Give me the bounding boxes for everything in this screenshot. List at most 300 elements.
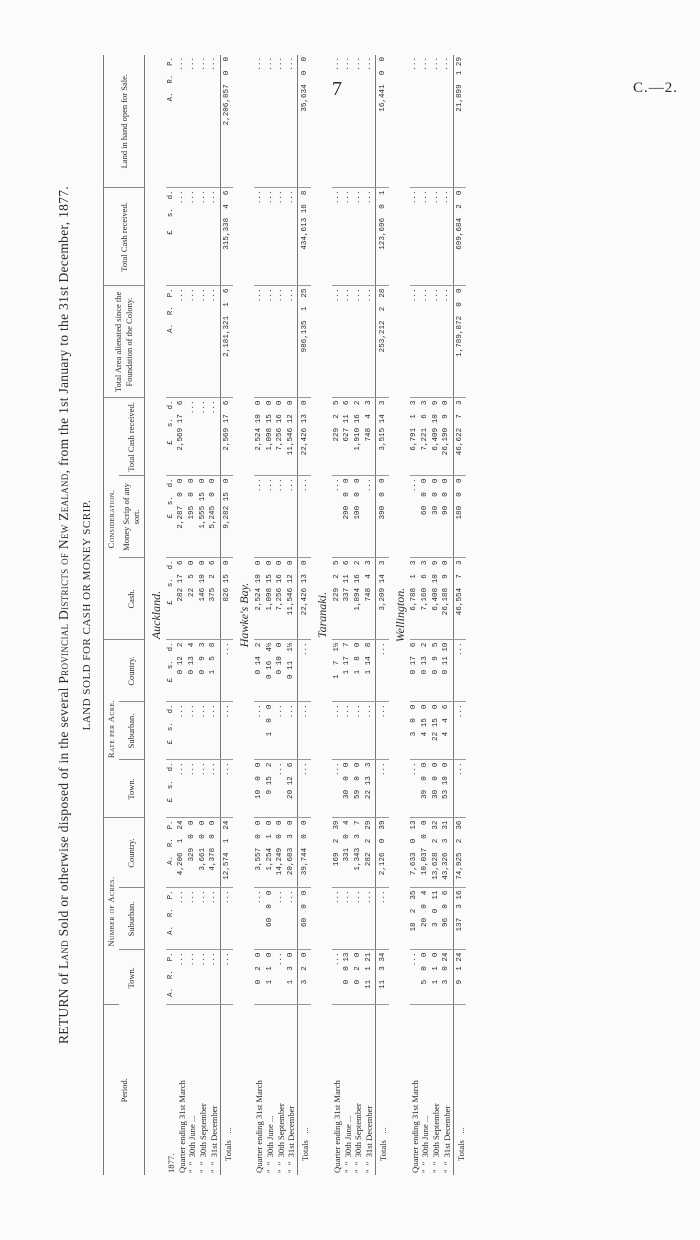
value-cell: ... <box>410 188 421 286</box>
value-cell: ... <box>276 702 287 760</box>
value-cell: 6,788 1 3 <box>410 558 421 640</box>
value-cell: 0 11 1½ <box>286 640 297 702</box>
value-cell: ... <box>375 640 388 702</box>
header-money-scrip: Money Scrip of any sort. <box>119 476 145 558</box>
table-row <box>276 55 287 1175</box>
value-cell: 96 0 6 <box>442 888 453 950</box>
period-cell: Totals ... <box>375 1005 388 1175</box>
value-cell: ... <box>453 760 466 818</box>
value-cell: 2,206,857 0 0 <box>220 55 233 188</box>
value-cell: A. R. P. <box>166 818 177 888</box>
value-cell: ... <box>177 286 188 398</box>
value-cell: 22 13 3 <box>364 760 375 818</box>
value-cell: 6,408 10 9 <box>431 558 442 640</box>
value-cell: ... <box>286 476 297 558</box>
value-cell: 10,037 0 0 <box>420 818 431 888</box>
value-cell: 253,212 2 28 <box>375 286 388 398</box>
value-cell: 748 4 3 <box>364 558 375 640</box>
period-cell: Quarter ending 31st March <box>176 1080 187 1173</box>
value-cell: A. R. P. <box>166 286 177 398</box>
value-cell: 375 2 6 <box>209 558 220 640</box>
value-cell: ... <box>209 398 220 476</box>
value-cell: ... <box>353 188 364 286</box>
value-cell: A. R. P. <box>166 950 177 1005</box>
value-cell: 2,524 10 0 <box>254 558 265 640</box>
value-cell: ... <box>276 476 287 558</box>
header-number-of-acres: Number of Acres. <box>104 818 119 1005</box>
value-cell: ... <box>364 476 375 558</box>
value-cell: £ s. d. <box>166 702 177 760</box>
value-cell: 0 12 2 <box>177 640 188 702</box>
value-cell: ... <box>431 55 442 188</box>
table-row <box>265 55 276 1175</box>
value-cell: 43,326 3 31 <box>442 818 453 888</box>
value-cell: 329 0 0 <box>187 818 198 888</box>
district-name: Hawke's Bay. <box>237 582 252 648</box>
value-cell: ... <box>298 640 311 702</box>
value-cell: 1,098 15 0 <box>265 398 276 476</box>
value-cell: ... <box>332 476 343 558</box>
value-cell: ... <box>209 702 220 760</box>
value-cell: ... <box>276 286 287 398</box>
period-cell: " " 31st December <box>441 1105 452 1173</box>
period-cell: " " 31st December <box>208 1105 219 1173</box>
value-cell: ... <box>375 702 388 760</box>
value-cell: 0 13 2 <box>420 640 431 702</box>
value-cell: ... <box>410 950 421 1005</box>
value-cell: ... <box>353 55 364 188</box>
document-reference: C.—2. <box>632 80 678 96</box>
value-cell: 4,206 1 24 <box>177 818 188 888</box>
value-cell: 3,209 14 3 <box>375 558 388 640</box>
value-cell: ... <box>276 55 287 188</box>
value-cell: 39 0 0 <box>420 760 431 818</box>
value-cell: 0 10 0 <box>276 640 287 702</box>
value-cell: 11 1 21 <box>364 950 375 1005</box>
value-cell: 3,557 0 0 <box>254 818 265 888</box>
period-cell: Totals ... <box>453 1005 466 1175</box>
value-cell: ... <box>375 888 388 950</box>
value-cell: 826 15 0 <box>220 558 233 640</box>
district-name: Taranaki. <box>314 592 329 638</box>
value-cell: ... <box>298 702 311 760</box>
value-cell: ... <box>198 286 209 398</box>
value-cell: 1,254 1 0 <box>265 818 276 888</box>
value-cell: ... <box>420 188 431 286</box>
value-cell: ... <box>276 950 287 1005</box>
header-acres-suburban: Suburban. <box>119 888 145 950</box>
value-cell: 14,249 0 0 <box>276 818 287 888</box>
value-cell: ... <box>343 188 354 286</box>
value-cell: ... <box>265 286 276 398</box>
district-section <box>393 55 467 1175</box>
value-cell: 627 11 6 <box>343 398 354 476</box>
value-cell: ... <box>254 286 265 398</box>
value-cell: ... <box>343 286 354 398</box>
value-cell: 0 0 13 <box>343 950 354 1005</box>
value-cell: ... <box>220 702 233 760</box>
value-cell: 9 15 2 <box>265 760 276 818</box>
value-cell: 2,287 0 0 <box>177 476 188 558</box>
header-period: Period. <box>118 1078 129 1103</box>
value-cell: 4,378 0 0 <box>209 818 220 888</box>
header-rate-country: Country. <box>119 640 145 702</box>
value-cell: 146 10 0 <box>198 558 209 640</box>
value-cell: ... <box>187 55 198 188</box>
value-cell: ... <box>420 286 431 398</box>
value-cell: ... <box>254 188 265 286</box>
value-cell: 60 0 0 <box>298 888 311 950</box>
value-cell: 2,524 10 0 <box>254 398 265 476</box>
value-cell: ... <box>187 286 198 398</box>
table-row <box>343 55 354 1175</box>
value-cell: ... <box>442 188 453 286</box>
district-table <box>254 55 311 1175</box>
value-cell: 229 2 5 <box>332 398 343 476</box>
totals-row <box>220 55 233 1175</box>
value-cell: 1 7 1½ <box>332 640 343 702</box>
period-cell: " " 30th September <box>198 1103 209 1173</box>
value-cell: 26,188 9 0 <box>442 558 453 640</box>
value-cell: 2,181,321 1 6 <box>220 286 233 398</box>
value-cell: ... <box>286 888 297 950</box>
header-consideration: Consideration. <box>104 398 119 640</box>
period-cell: Quarter ending 31st March <box>409 1080 420 1173</box>
value-cell: ... <box>375 760 388 818</box>
value-cell: ... <box>177 950 188 1005</box>
value-cell: ... <box>198 760 209 818</box>
value-cell: ... <box>220 888 233 950</box>
district-table <box>332 55 389 1175</box>
value-cell: ... <box>332 702 343 760</box>
period-cell: " " 30th June ... <box>265 1115 276 1173</box>
value-cell: 0 13 4 <box>187 640 198 702</box>
value-cell: £ s. d. <box>166 188 177 286</box>
value-cell: ... <box>332 188 343 286</box>
value-cell: 18 2 35 <box>410 888 421 950</box>
value-cell: ... <box>198 950 209 1005</box>
table-row <box>332 55 343 1175</box>
value-cell: ... <box>209 888 220 950</box>
value-cell: 3 0 0 <box>410 702 421 760</box>
value-cell: ... <box>286 702 297 760</box>
value-cell: ... <box>442 286 453 398</box>
header-total-cash: Total Cash received. <box>104 188 145 286</box>
value-cell: ... <box>332 950 343 1005</box>
value-cell: 123,696 0 1 <box>375 188 388 286</box>
header-acres-town: Town. <box>125 967 136 989</box>
value-cell: ... <box>198 398 209 476</box>
value-cell: 0 2 0 <box>254 950 265 1005</box>
value-cell: ... <box>298 476 311 558</box>
value-cell: ... <box>332 760 343 818</box>
value-cell: ... <box>177 55 188 188</box>
value-cell: ... <box>353 286 364 398</box>
value-cell: ... <box>254 888 265 950</box>
period-cell: " " 30th September <box>275 1103 286 1173</box>
value-cell: 4 15 0 <box>420 702 431 760</box>
period-cell: Totals ... <box>298 1005 311 1175</box>
value-cell: 1,910 16 2 <box>353 398 364 476</box>
district-table <box>166 55 233 1175</box>
value-cell: 5 0 0 <box>420 950 431 1005</box>
value-cell: 748 4 3 <box>364 398 375 476</box>
value-cell: 337 11 6 <box>343 558 354 640</box>
period-cell: " " 31st December <box>364 1105 375 1173</box>
value-cell: ... <box>453 640 466 702</box>
value-cell: 7,160 6 3 <box>420 558 431 640</box>
value-cell: 100 0 0 <box>353 476 364 558</box>
value-cell: 20 12 6 <box>286 760 297 818</box>
value-cell: 180 0 0 <box>453 476 466 558</box>
period-cell: " " 31st December <box>286 1105 297 1173</box>
value-cell: A. R. P. <box>166 888 177 950</box>
value-cell: 7,633 0 13 <box>410 818 421 888</box>
page-number: 7 <box>332 78 342 100</box>
value-cell: 282 2 29 <box>364 818 375 888</box>
value-cell: ... <box>332 286 343 398</box>
value-cell: ... <box>431 286 442 398</box>
value-cell: 3,515 14 3 <box>375 398 388 476</box>
value-cell: 7,256 16 0 <box>276 398 287 476</box>
value-cell: 282 17 6 <box>177 558 188 640</box>
value-cell: 90 0 0 <box>442 476 453 558</box>
value-cell: 21,899 1 29 <box>453 55 466 188</box>
period-cell: " " 30th September <box>353 1103 364 1173</box>
value-cell: 2,569 17 6 <box>220 398 233 476</box>
value-cell: 39,744 0 0 <box>298 818 311 888</box>
value-cell: 60 0 0 <box>265 888 276 950</box>
value-cell: 1 1 0 <box>431 950 442 1005</box>
value-cell: 26,190 9 0 <box>442 398 453 476</box>
value-cell: ... <box>177 888 188 950</box>
value-cell: ... <box>198 55 209 188</box>
value-cell: 11,546 12 0 <box>286 558 297 640</box>
value-cell: 0 2 0 <box>353 950 364 1005</box>
return-title: RETURN of Land Sold or otherwise disposed of in the several Provincial Districts of New Zealand, from the 1st January to the 31st December, 1877. <box>56 186 71 1044</box>
value-cell: ... <box>254 476 265 558</box>
table-row <box>410 55 421 1175</box>
table-row <box>198 55 209 1175</box>
value-cell: 53 10 0 <box>442 760 453 818</box>
value-cell: ... <box>286 55 297 188</box>
period-cell: " " 30th June ... <box>420 1115 431 1173</box>
value-cell: 22,426 13 0 <box>298 558 311 640</box>
header-total-cash-received: Total Cash received. <box>119 398 145 476</box>
value-cell: ... <box>254 702 265 760</box>
header-land-open: Land in hand open for Sale. <box>104 55 145 188</box>
value-cell: 7,256 16 0 <box>276 558 287 640</box>
totals-row <box>375 55 388 1175</box>
value-cell: 35,634 0 0 <box>298 55 311 188</box>
value-cell: ... <box>187 760 198 818</box>
value-cell: £ s. d. <box>166 558 177 640</box>
value-cell: 3,661 0 0 <box>198 818 209 888</box>
value-cell: ... <box>187 888 198 950</box>
value-cell: ... <box>364 55 375 188</box>
value-cell: ... <box>286 188 297 286</box>
value-cell: 9,282 15 0 <box>220 476 233 558</box>
value-cell: 11,546 12 0 <box>286 398 297 476</box>
value-cell: 137 3 16 <box>453 888 466 950</box>
value-cell: 986,135 1 25 <box>298 286 311 398</box>
table-row <box>254 55 265 1175</box>
header-rate-per-acre: Rate per Acre. <box>104 640 119 818</box>
period-cell: " " 30th September <box>431 1103 442 1173</box>
value-cell: 0 17 6 <box>410 640 421 702</box>
header-cash: Cash. <box>119 558 145 640</box>
value-cell: 390 0 0 <box>375 476 388 558</box>
rotated-return-table <box>50 55 650 1175</box>
value-cell: ... <box>187 950 198 1005</box>
header-rate-town: Town. <box>119 760 145 818</box>
value-cell: 229 2 5 <box>332 558 343 640</box>
value-cell: ... <box>177 760 188 818</box>
value-cell: A. R. P. <box>166 55 177 188</box>
value-cell: 9 1 24 <box>453 950 466 1005</box>
value-cell: ... <box>431 188 442 286</box>
value-cell: ... <box>276 760 287 818</box>
value-cell: ... <box>410 476 421 558</box>
value-cell: 3 0 11 <box>431 888 442 950</box>
value-cell: 1 14 8 <box>364 640 375 702</box>
value-cell: ... <box>298 760 311 818</box>
table-row <box>420 55 431 1175</box>
value-cell: 2,569 17 6 <box>177 398 188 476</box>
district-table <box>410 55 467 1175</box>
value-cell: ... <box>286 286 297 398</box>
value-cell: ... <box>265 188 276 286</box>
value-cell: ... <box>276 188 287 286</box>
value-cell: 2,126 0 39 <box>375 818 388 888</box>
value-cell: 331 0 4 <box>343 818 354 888</box>
value-cell: ... <box>198 702 209 760</box>
table-row <box>431 55 442 1175</box>
value-cell: 1 5 8 <box>209 640 220 702</box>
column-headers <box>103 55 145 1175</box>
value-cell: ... <box>343 702 354 760</box>
value-cell: 1,555 15 0 <box>198 476 209 558</box>
value-cell: ... <box>187 702 198 760</box>
district-section <box>149 55 233 1175</box>
value-cell: 0 11 10 <box>442 640 453 702</box>
value-cell: £ s. d. <box>166 640 177 702</box>
value-cell: 4 4 6 <box>442 702 453 760</box>
value-cell: 699,684 2 0 <box>453 188 466 286</box>
value-cell: 16,441 0 0 <box>375 55 388 188</box>
value-cell: ... <box>453 702 466 760</box>
value-cell: ... <box>332 55 343 188</box>
value-cell: ... <box>209 286 220 398</box>
value-cell: 169 2 39 <box>332 818 343 888</box>
value-cell: 1,343 3 7 <box>353 818 364 888</box>
value-cell: ... <box>332 888 343 950</box>
value-cell: 1,789,872 0 0 <box>453 286 466 398</box>
value-cell: 22,426 13 0 <box>298 398 311 476</box>
value-cell: ... <box>265 476 276 558</box>
totals-row <box>453 55 466 1175</box>
header-rate-suburban: Suburban. <box>119 702 145 760</box>
value-cell: 0 9 3 <box>198 640 209 702</box>
value-cell: ... <box>343 55 354 188</box>
value-cell: 1 17 7 <box>343 640 354 702</box>
table-row <box>209 55 220 1175</box>
value-cell: ... <box>265 55 276 188</box>
value-cell: £ s. d. <box>166 760 177 818</box>
value-cell: ... <box>220 760 233 818</box>
value-cell: ... <box>442 55 453 188</box>
period-cell: 1877. <box>165 1153 176 1173</box>
value-cell: 20 0 4 <box>420 888 431 950</box>
value-cell: 13,628 2 32 <box>431 818 442 888</box>
table-row <box>187 55 198 1175</box>
value-cell: 22 5 0 <box>187 558 198 640</box>
district-sections <box>149 55 466 1175</box>
value-cell: ... <box>198 188 209 286</box>
table-row <box>364 55 375 1175</box>
value-cell: 1 8 0 <box>353 640 364 702</box>
table-row <box>286 55 297 1175</box>
value-cell: 30 0 0 <box>431 476 442 558</box>
value-cell: ... <box>254 55 265 188</box>
value-cell: 59 0 0 <box>353 760 364 818</box>
value-cell: 6,791 1 3 <box>410 398 421 476</box>
return-subtitle: LAND SOLD FOR CASH OR MONEY SCRIP. <box>81 499 93 731</box>
value-cell: ... <box>177 188 188 286</box>
value-cell: 1 3 0 <box>286 950 297 1005</box>
table-row <box>442 55 453 1175</box>
value-cell: ... <box>410 55 421 188</box>
district-name: Auckland. <box>148 590 163 640</box>
value-cell: 5,245 0 0 <box>209 476 220 558</box>
value-cell: 315,338 4 6 <box>220 188 233 286</box>
value-cell: ... <box>353 702 364 760</box>
value-cell: ... <box>187 398 198 476</box>
header-total-area: Total Area alienated since the Foundation of the Colony. <box>104 286 145 398</box>
value-cell: 30 0 0 <box>431 760 442 818</box>
value-cell: £ s. d. <box>166 476 177 558</box>
value-cell: ... <box>209 760 220 818</box>
value-cell: ... <box>364 888 375 950</box>
value-cell: ... <box>364 188 375 286</box>
value-cell: ... <box>187 188 198 286</box>
value-cell: 74,925 2 36 <box>453 818 466 888</box>
value-cell: ... <box>198 888 209 950</box>
value-cell: 1,894 16 2 <box>353 558 364 640</box>
value-cell: 1,098 15 0 <box>265 558 276 640</box>
value-cell: ... <box>209 55 220 188</box>
value-cell: 46,622 7 3 <box>453 398 466 476</box>
period-cell: " " 30th June ... <box>342 1115 353 1173</box>
value-cell: 12,574 1 24 <box>220 818 233 888</box>
value-cell: 46,554 7 3 <box>453 558 466 640</box>
period-cell: Quarter ending 31st March <box>331 1080 342 1173</box>
value-cell: 195 0 0 <box>187 476 198 558</box>
value-cell: 10 0 0 <box>254 760 265 818</box>
value-cell: 0 14 2 <box>254 640 265 702</box>
value-cell: 30 0 0 <box>343 760 354 818</box>
value-cell: ... <box>177 702 188 760</box>
district-section <box>237 55 311 1175</box>
value-cell: 0 16 4½ <box>265 640 276 702</box>
period-cell: Totals ... <box>220 1005 233 1175</box>
value-cell: 20,683 3 0 <box>286 818 297 888</box>
value-cell: 11 3 34 <box>375 950 388 1005</box>
value-cell: ... <box>220 950 233 1005</box>
table-row <box>353 55 364 1175</box>
district-section <box>315 55 389 1175</box>
value-cell: 60 0 0 <box>420 476 431 558</box>
